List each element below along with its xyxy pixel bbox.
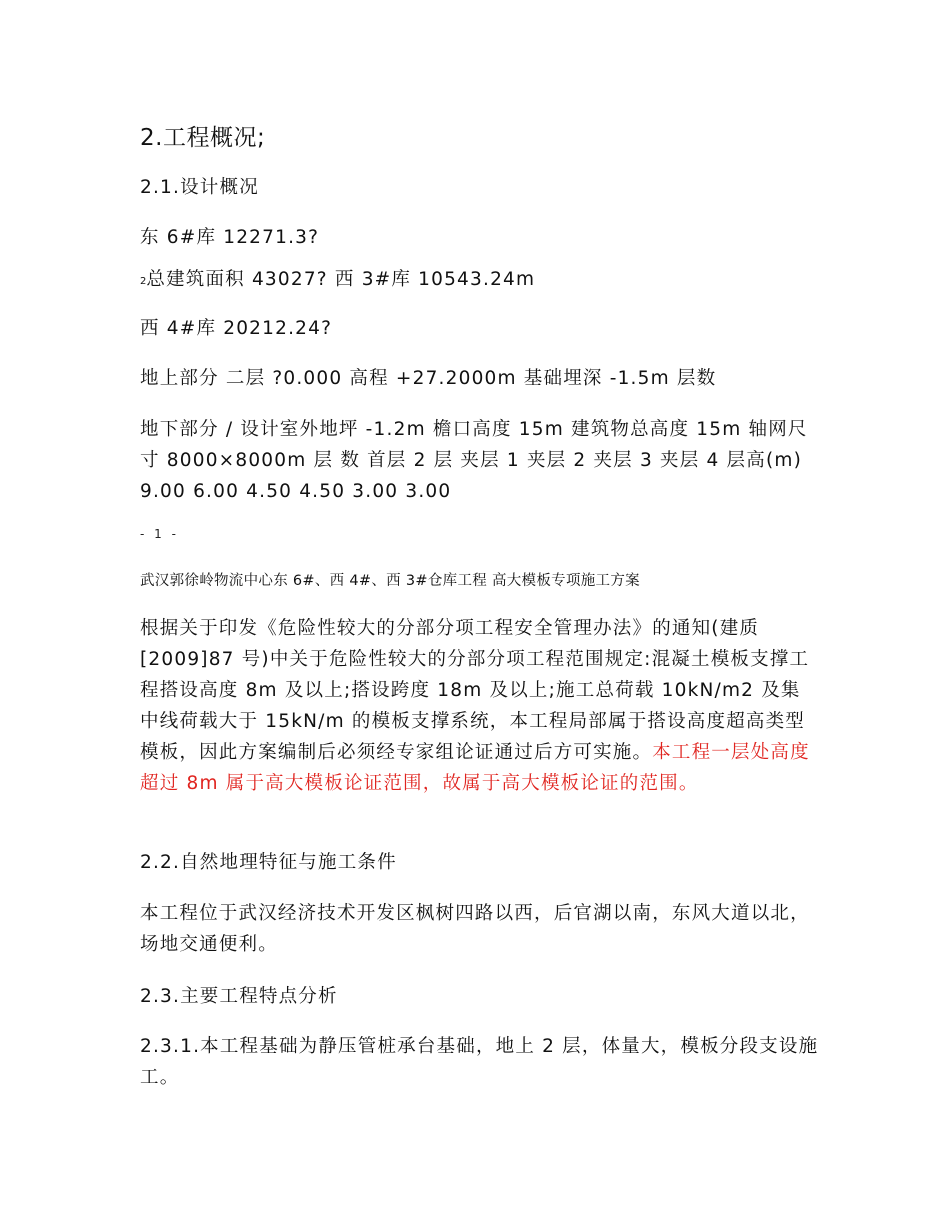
- paragraph-2-3-1: 2.3.1.本工程基础为静压管桩承台基础，地上 2 层，体量大，模板分段支设施工。: [140, 1036, 819, 1088]
- running-header: 武汉郭徐岭物流中心东 6#、西 4#、西 3#仓库工程 高大模板专项施工方案: [140, 573, 640, 589]
- paragraph-basis-highlight: 本工程一层处高度超过 8m 属于高大模板论证范围，故属于高大模板论证的范围。: [140, 742, 810, 794]
- paragraph-basis-text: 根据关于印发《危险性较大的分部分项工程安全管理办法》的通知(建质[2009]87 号)中关于危险性较大的分部分项工程范围规定:混凝土模板支撑工程搭设高度 8m 及以上;搭设跨度 18m 及以上;施工总荷载 10kN/m2 及集中线荷载大于 15kN/m 的模板支撑系统，本工程局部属于搭设高度超高类型模板，因此方案编制后必须经专家组论证通过后方可实施。: [140, 618, 810, 763]
- subsection-title-2-3: 2.3.主要工程特点分析: [140, 986, 338, 1007]
- paragraph-basis: [140, 613, 820, 799]
- subsection-title-2-1: 2.1.设计概况: [140, 177, 259, 198]
- page-number: - 1 -: [140, 527, 179, 541]
- line-total-area-text: 总建筑面积 43027? 西 3#库 10543.24m: [146, 269, 536, 290]
- superscript-2: 2: [140, 276, 147, 287]
- subsection-title-2-2: 2.2.自然地理特征与施工条件: [140, 852, 397, 873]
- section-heading: 2.工程概况;: [140, 125, 266, 151]
- line-total-area: [140, 264, 820, 297]
- paragraph-below-ground: 地下部分 / 设计室外地坪 -1.2m 檐口高度 15m 建筑物总高度 15m 轴网尺寸 8000×8000m 层 数 首层 2 层 夹层 1 夹层 2 夹层 3 夹层 4 层高(m) 9.00 6.00 4.50 4.50 3.00 3.00: [140, 419, 808, 502]
- line-above-ground: 地上部分 二层 ?0.000 高程 +27.2000m 基础埋深 -1.5m 层数: [140, 368, 717, 389]
- line-east-6-warehouse: 东 6#库 12271.3?: [140, 227, 320, 248]
- line-west-4-warehouse: 西 4#库 20212.24?: [140, 318, 333, 339]
- paragraph-location: 本工程位于武汉经济技术开发区枫树四路以西，后官湖以南，东风大道以北，场地交通便利。: [140, 903, 810, 955]
